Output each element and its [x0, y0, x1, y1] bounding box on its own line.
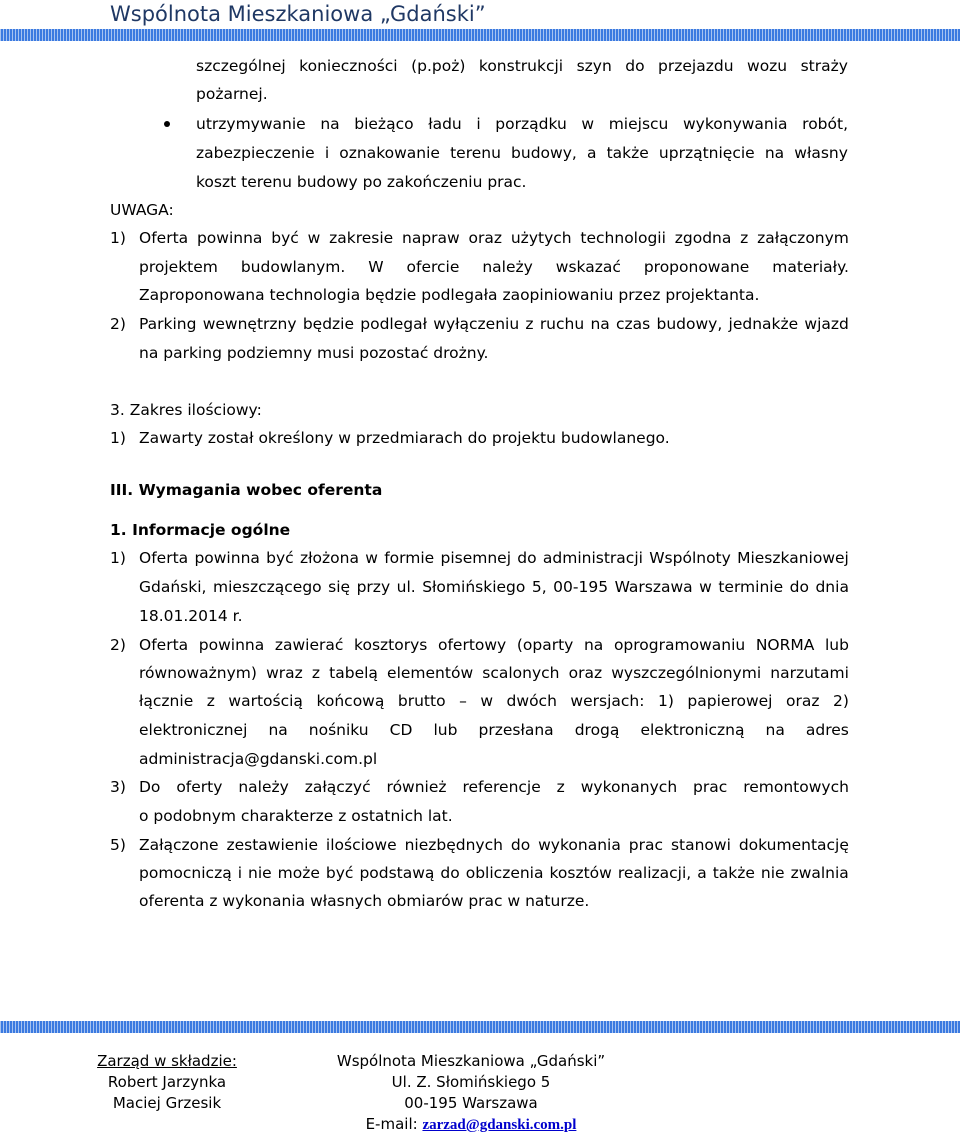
list-item-line: łącznie z wartością końcową brutto – w dwóch wersjach: 1) papierowej oraz 2) — [139, 692, 849, 710]
list-item-line: Oferta powinna zawierać kosztorys ofertowy (oparty na oprogramowaniu NORMA lub — [139, 636, 849, 654]
bullet-continuation-line: szczególnej konieczności (p.poż) konstrukcji szyn do przejazdu wozu straży — [196, 57, 848, 75]
list-item-line: Załączone zestawienie ilościowe niezbędnych do wykonania prac stanowi dokumentację — [139, 836, 849, 854]
list-number: 1) — [110, 229, 126, 247]
list-item-line: na parking podziemny musi pozostać drożny. — [139, 344, 489, 362]
list-item-line: Zaproponowana technologia będzie podlegała zaopiniowaniu przez projektanta. — [139, 286, 760, 304]
footer-board-member: Robert Jarzynka — [107, 1073, 227, 1091]
list-item-line: elektronicznej na nośniku CD lub przesłana drogą elektroniczną na adres — [139, 721, 849, 739]
footer-email-row — [326, 1114, 616, 1136]
section-heading: III. Wymagania wobec oferenta — [110, 481, 383, 499]
list-number: 3) — [110, 778, 126, 796]
footer-email-link[interactable]: zarzad@gdanski.com.pl — [422, 1117, 577, 1133]
header-title: Wspólnota Mieszkaniowa „Gdański” — [110, 2, 486, 26]
footer-board-member: Maciej Grzesik — [112, 1094, 222, 1112]
list-item-line: Zawarty został określony w przedmiarach do projektu budowlanego. — [139, 429, 670, 447]
list-item-line: Parking wewnętrzny będzie podlegał wyłączeniu z ruchu na czas budowy, jednakże wjazd — [139, 315, 849, 333]
footer-postal: 00-195 Warszawa — [404, 1094, 538, 1112]
list-item-line: Do oferty należy załączyć również referencje z wykonanych prac remontowych — [139, 778, 849, 796]
footer-stripe — [0, 1021, 960, 1033]
list-item-line: Oferta powinna być złożona w formie pisemnej do administracji Wspólnoty Mieszkaniowej — [139, 549, 849, 567]
list-item-line: Gdański, mieszczącego się przy ul. Słomińskiego 5, 00-195 Warszawa w terminie do dnia — [139, 578, 849, 596]
list-number: 5) — [110, 836, 126, 854]
bullet-item-line: zabezpieczenie i oznakowanie terenu budowy, a także uprzątnięcie na własny — [196, 144, 848, 162]
footer-street: Ul. Z. Słomińskiego 5 — [391, 1073, 551, 1091]
bullet-continuation-line: pożarnej. — [196, 85, 268, 103]
list-number: 2) — [110, 315, 126, 333]
list-number: 1) — [110, 429, 126, 447]
list-number: 1) — [110, 549, 126, 567]
subsection-heading: 1. Informacje ogólne — [110, 521, 291, 539]
footer-address — [326, 1051, 616, 1136]
bullet-item-line: utrzymywanie na bieżąco ładu i porządku w miejscu wykonywania robót, — [196, 115, 848, 133]
list-item-line: Oferta powinna być w zakresie napraw oraz użytych technologii zgodna z załączonym — [139, 229, 849, 247]
bullet-item-line: koszt terenu budowy po zakończeniu prac. — [196, 173, 527, 191]
footer-board-label: Zarząd w składzie: — [97, 1052, 237, 1070]
bullet-icon — [164, 121, 170, 127]
footer-board — [92, 1051, 242, 1114]
header-stripe — [0, 29, 960, 41]
list-number: 2) — [110, 636, 126, 654]
footer-email-label: E-mail: — [365, 1115, 423, 1133]
uwaga-label: UWAGA: — [110, 201, 174, 219]
list-item-line: oferenta z wykonania własnych obmiarów prac w naturze. — [139, 892, 590, 910]
section-heading: 3. Zakres ilościowy: — [110, 401, 262, 419]
list-item-line: pomocniczą i nie może być podstawą do obliczenia kosztów realizacji, a także nie zwalnia — [139, 864, 849, 882]
list-item-line: 18.01.2014 r. — [139, 607, 243, 625]
list-item-line: równoważnym) wraz z tabelą elementów scalonych oraz wyszczególnionymi narzutami — [139, 664, 849, 682]
list-item-line: administracja@gdanski.com.pl — [139, 750, 378, 768]
list-item-line: o podobnym charakterze z ostatnich lat. — [139, 807, 453, 825]
footer-org-name: Wspólnota Mieszkaniowa „Gdański” — [336, 1052, 606, 1070]
list-item-line: projektem budowlanym. W ofercie należy wskazać proponowane materiały. — [139, 258, 849, 276]
